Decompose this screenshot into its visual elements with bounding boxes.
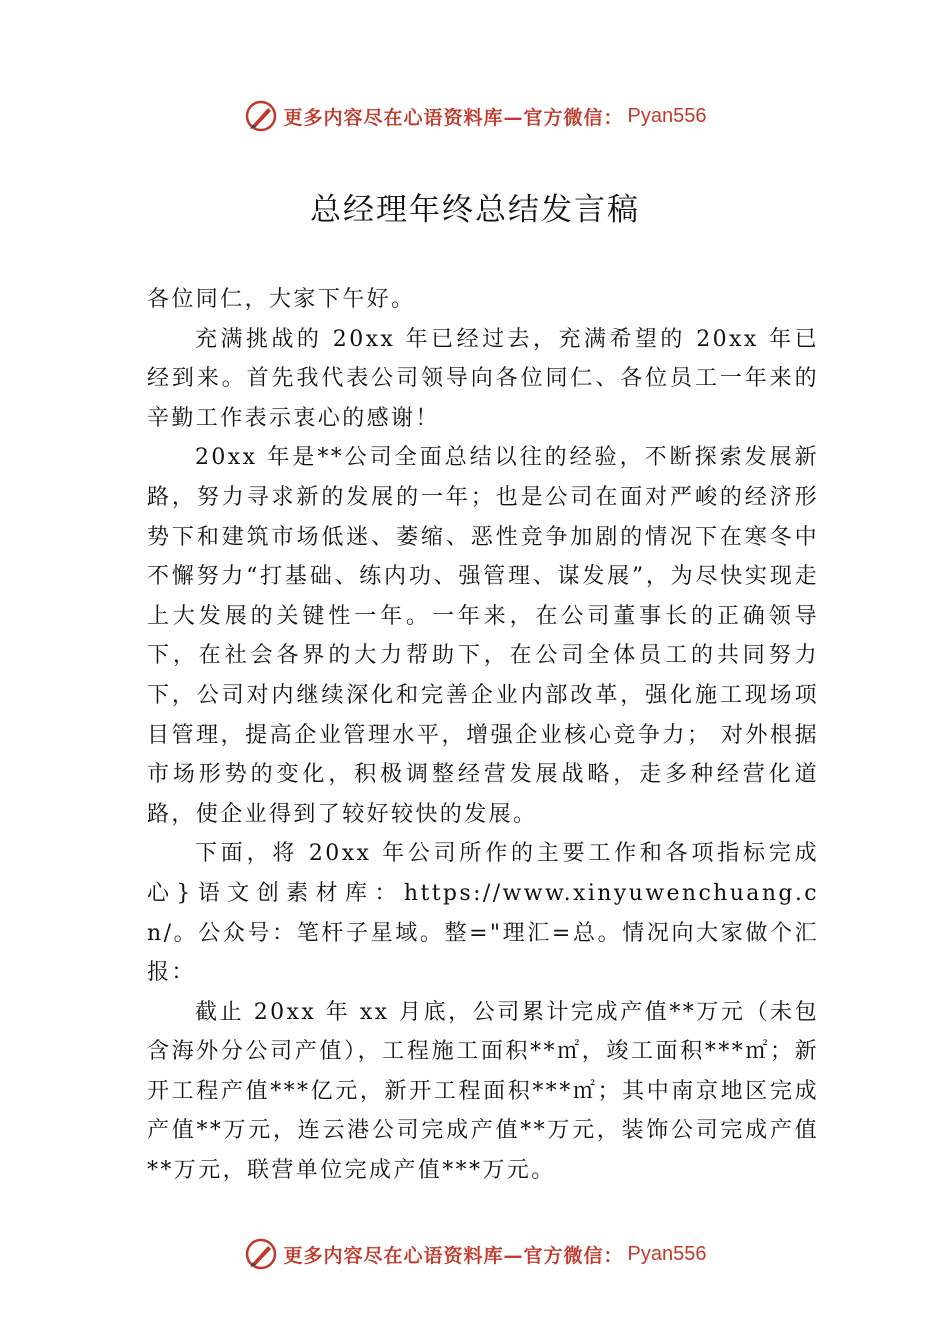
wechat-id: Pyan556 [627,1242,707,1265]
banner-text: 更多内容尽在心语资料库—官方微信： [283,1244,624,1267]
footer-banner [0,1234,950,1274]
paragraph-opening: 充满挑战的 20xx 年已经过去，充满希望的 20xx 年已经到来。首先我代表公司领导向各位同仁、各位员工一年来的辛勤工作表示衷心的感谢！ [147,326,819,431]
header-banner [0,96,950,136]
wechat-id: Pyan556 [627,104,707,127]
banner-text: 更多内容尽在心语资料库—官方微信： [283,106,624,129]
paragraph-greeting: 各位同仁，大家下午好。 [147,287,416,312]
pen-logo-icon [244,99,278,133]
paragraph-figures: 截止 20xx 年 xx 月底，公司累计完成产值**万元（未包含海外分公司产值），工程施工面积**㎡，竣工面积***㎡；新开工程产值***亿元，新开工程面积***㎡；其中南京地区完成产值**万元，连云港公司完成产值**万元，装饰公司完成产值**万元，联营单位完成产值***万元。 [147,999,819,1184]
document-title: 总经理年终总结发言稿 [310,192,640,228]
document-body [147,280,819,1191]
paragraph-report-intro: 下面，将 20xx 年公司所作的主要工作和各项指标完成心}语文创素材库：https://www.xinyuwenchuang.cn/。公众号：笔杆子星域。整="理汇=总。情况向大家做个汇报： [147,841,819,986]
paragraph-overview: 20xx 年是**公司全面总结以往的经验，不断探索发展新路，努力寻求新的发展的一年；也是公司在面对严峻的经济形势下和建筑市场低迷、萎缩、恶性竞争加剧的情况下在寒冬中不懈努力“打基础、练内功、强管理、谋发展”，为尽快实现走上大发展的关键性一年。一年来，在公司董事长的正确领导下，在社会各界的大力帮助下，在公司全体员工的共同努力下，公司对内继续深化和完善企业内部改革，强化施工现场项目管理，提高企业管理水平，增强企业核心竞争力； 对外根据市场形势的变化，积极调整经营发展战略，走多种经营化道路，使企业得到了较好较快的发展。 [147,445,819,827]
pen-logo-icon [244,1237,278,1271]
